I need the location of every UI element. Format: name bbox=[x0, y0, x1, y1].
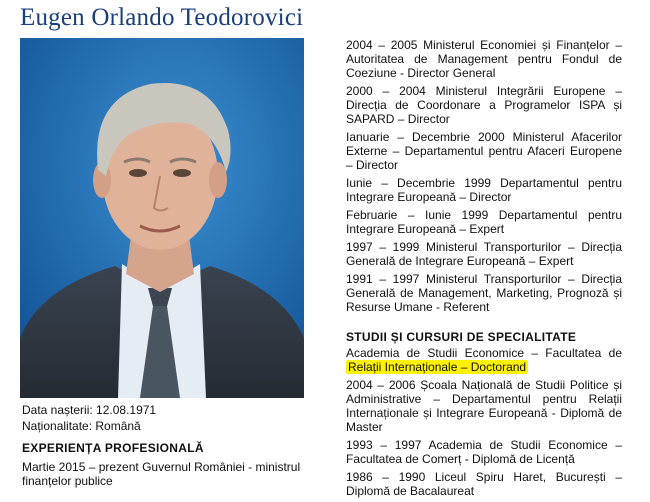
nationality: Naționalitate: Română bbox=[22, 419, 141, 433]
page-title: Eugen Orlando Teodorovici bbox=[20, 4, 304, 31]
study-entry: 1986 – 1990 Liceul Spiru Haret, București – Diplomă de Bacalaureat bbox=[346, 470, 622, 498]
current-position: Martie 2015 – prezent Guvernul României - ministrul finanțelor publice bbox=[22, 460, 301, 488]
experience-entry: Ianuarie – Decembrie 2000 Ministerul Afacerilor Externe – Departamentul pentru Afaceri Europene – Director bbox=[346, 130, 622, 172]
study-entry: 2004 – 2006 Școala Națională de Studii Politice și Administrative – Departamentul pentru Relații Internaționale și Integrare Europeană - Diplomă de Master bbox=[346, 378, 622, 434]
experience-entry: 1997 – 1999 Ministerul Transporturilor – Direcția Generală de Integrare Europeană – Expert bbox=[346, 240, 622, 268]
experience-entry: Februarie – Iunie 1999 Departamentul pentru Integrare Europeană – Expert bbox=[346, 208, 622, 236]
study-entry-text: Academia de Studii Economice – Facultatea de bbox=[346, 346, 622, 360]
studies-heading: STUDII ȘI CURSURI DE SPECIALITATE bbox=[346, 330, 577, 344]
portrait-photo bbox=[20, 38, 304, 398]
cv-column bbox=[346, 38, 622, 502]
experience-entry: Iunie – Decembrie 1999 Departamentul pentru Integrare Europeană – Director bbox=[346, 176, 622, 204]
experience-heading: EXPERIENȚA PROFESIONALĂ bbox=[22, 441, 204, 455]
study-entry: 1993 – 1997 Academia de Studii Economice – Facultatea de Comerț - Diplomă de Licență bbox=[346, 438, 622, 466]
highlighted-text: Relații Internaționale – Doctorand bbox=[348, 360, 527, 374]
birth-date: Data nașterii: 12.08.1971 bbox=[22, 403, 157, 417]
experience-entry: 1991 – 1997 Ministerul Transporturilor – Direcția Generală de Management, Marketing, Prognoză și Resurse Umane - Referent bbox=[346, 272, 622, 314]
experience-entry: 2004 – 2005 Ministerul Economiei și Finanțelor – Autoritatea de Management pentru Fondul de Coeziune - Director General bbox=[346, 38, 622, 80]
experience-entry: 2000 – 2004 Ministerul Integrării Europene – Direcția de Coordonare a Programelor ISPA și SAPARD – Director bbox=[346, 84, 622, 126]
personal-info bbox=[22, 402, 312, 488]
study-entry bbox=[346, 346, 622, 374]
